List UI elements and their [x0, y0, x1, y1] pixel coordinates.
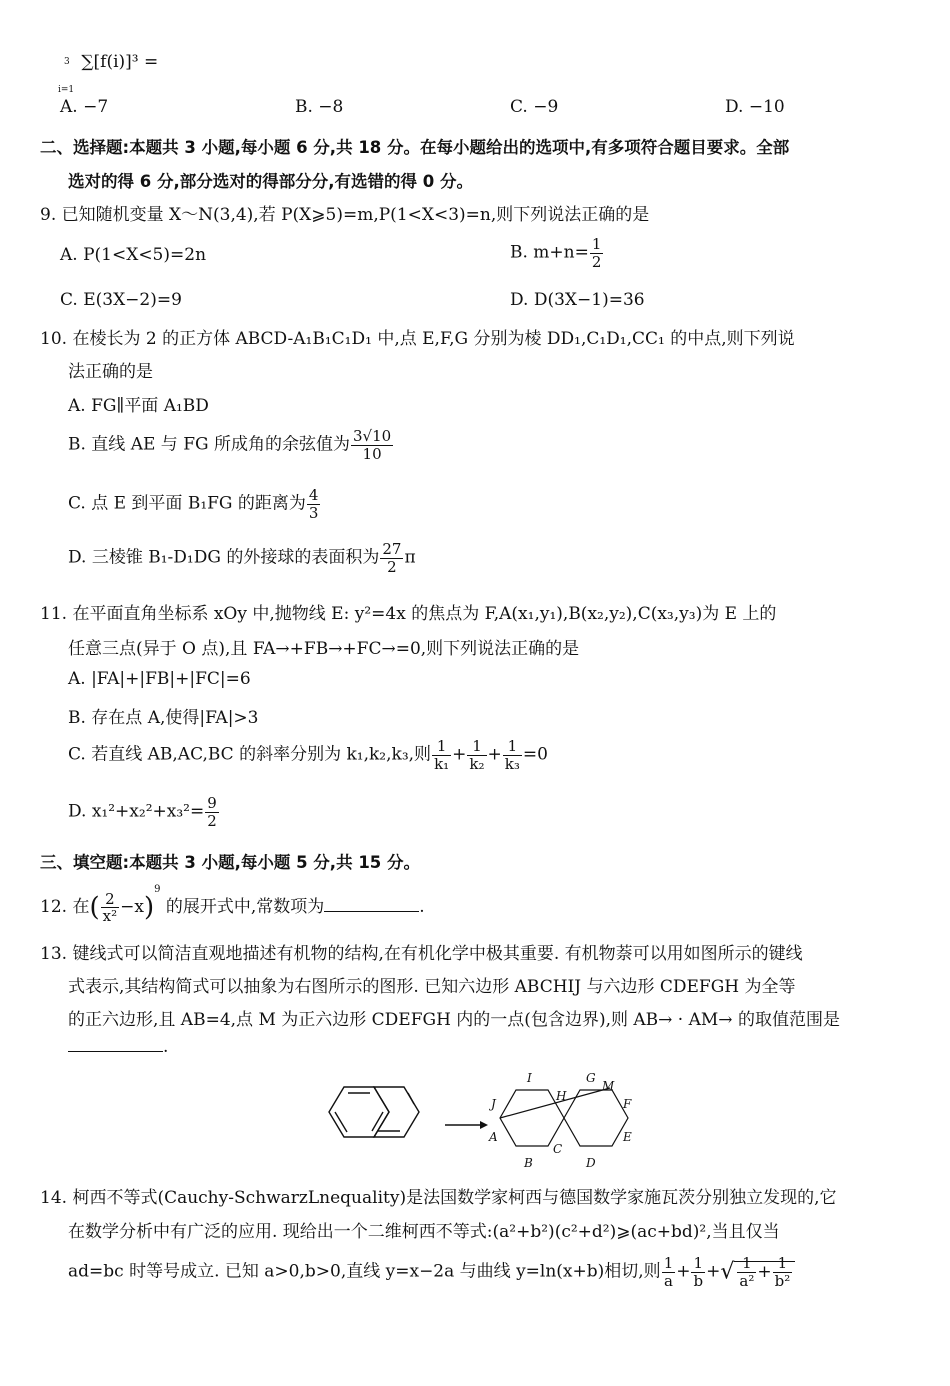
- q13-line2: 式表示,其结构简式可以抽象为右图所示的图形. 已知六边形 ABCHIJ 与六边形 CDEFGH 为全等: [68, 977, 796, 997]
- q9-b-num: 1: [591, 235, 602, 253]
- q8-option-d[interactable]: D. −10: [725, 97, 785, 117]
- q11-c-t3-den: k₃: [504, 754, 520, 773]
- q12-prefix: 12. 在: [40, 897, 90, 917]
- sum-upper: 3: [64, 57, 70, 67]
- section3-title: 三、填空题:本题共 3 小题,每小题 5 分,共 15 分。: [40, 853, 421, 872]
- q14-root-term1: [737, 1255, 756, 1289]
- arrow-icon: [445, 1121, 488, 1129]
- q13-answer-line: [68, 1037, 168, 1057]
- q9-option-c[interactable]: C. E(3X−2)=9: [60, 290, 182, 310]
- q10-option-b[interactable]: [68, 428, 394, 462]
- q10-b-num: 3√10: [352, 427, 392, 445]
- q14-t1-den: a: [663, 1271, 673, 1290]
- q11-c-term1: [432, 738, 451, 772]
- q14-line3: ad=bc 时等号成立. 已知 a>0,b>0,直线 y=x−2a 与曲线 y=ln(x+b)相切,则 $\frac{1}{a}$ + $\frac{1}{b}$ +√ $\frac{1}{\text{a²}}$ + $\frac{1}{\text{b²}}$: [68, 1255, 795, 1289]
- q11-option-a[interactable]: A. |FA|+|FB|+|FC|=6: [68, 669, 251, 689]
- figure-labels: [488, 1071, 632, 1170]
- q10-d-prefix: D. 三棱锥 B₁-D₁DG 的外接球的表面积为: [68, 547, 380, 568]
- q10-c-fraction: [307, 487, 321, 521]
- q9-option-d[interactable]: D. D(3X−1)=36: [510, 290, 645, 310]
- q12-mid: −x: [120, 897, 144, 917]
- q8-option-a[interactable]: A. −7: [60, 97, 109, 117]
- q13-figure: [310, 1068, 640, 1172]
- q14-root-term2: [773, 1255, 793, 1289]
- q10-b-fraction: [351, 428, 393, 462]
- q9-option-a[interactable]: A. P(1<X<5)=2n: [60, 245, 207, 265]
- q10-c-den: 3: [308, 503, 319, 522]
- q13-answer-blank[interactable]: [68, 1037, 163, 1052]
- q12-end: .: [419, 897, 425, 917]
- q11-d-den: 2: [207, 811, 217, 830]
- q11-c-t1-den: k₁: [434, 754, 450, 773]
- q8-sum: [58, 52, 159, 95]
- q11-stem-line2: 任意三点(异于 O 点),且 FA→+FB→+FC→=0,则下列说法正确的是: [68, 639, 580, 659]
- label-j: J: [491, 1097, 496, 1111]
- label-h: H: [556, 1089, 567, 1103]
- q11-c-prefix: C. 若直线 AB,AC,BC 的斜率分别为 k₁,k₂,k₃,则: [68, 744, 432, 765]
- q11-d-prefix: D. x₁²+x₂²+x₃²=: [68, 801, 205, 822]
- q14-root: $\frac{1}{\text{a²}}$ + $\frac{1}{\text{b²}}$: [734, 1261, 795, 1282]
- q10-c-num: 4: [308, 486, 319, 504]
- q9-b-prefix: B. m+n=: [510, 242, 589, 263]
- q12-den: x²: [102, 907, 118, 925]
- q11-c-t1-num: 1: [432, 738, 451, 756]
- q12-num: 2: [101, 891, 119, 909]
- q14-t2-num: 1: [691, 1255, 705, 1273]
- q11-c-suffix: =0: [522, 744, 548, 765]
- q10-d-num: 27: [382, 540, 402, 558]
- label-m: M: [602, 1079, 615, 1093]
- label-b: B: [524, 1156, 533, 1170]
- q8-option-c[interactable]: C. −9: [510, 97, 559, 117]
- sum-expression: ∑[f(i)]³ =: [81, 52, 159, 72]
- q14-root-t1-den: a²: [739, 1271, 755, 1290]
- q11-c-term3: [503, 738, 522, 772]
- q10-d-fraction: [380, 541, 403, 575]
- label-a: A: [489, 1130, 498, 1144]
- q12-answer-blank[interactable]: [324, 897, 419, 912]
- q12-exponent: 9: [154, 884, 161, 895]
- q13-end: .: [163, 1037, 169, 1057]
- q14-t1-num: 1: [663, 1254, 674, 1272]
- q9-b-fraction: [590, 236, 604, 270]
- label-c: C: [553, 1142, 563, 1156]
- q11-option-c[interactable]: C. 若直线 AB,AC,BC 的斜率分别为 k₁,k₂,k₃,则 $\frac{1}{\text{k₁}}$ + $\frac{1}{\text{k₂}}$ + $\frac{1}{\text{k₃}}$ =0: [68, 737, 548, 773]
- label-g: G: [586, 1071, 596, 1085]
- label-f: F: [623, 1097, 632, 1111]
- q9-stem: 9. 已知随机变量 X～N(3,4),若 P(X⩾5)=m,P(1<X<3)=n,则下列说法正确的是: [40, 205, 650, 225]
- section2-line1: 二、选择题:本题共 3 小题,每小题 6 分,共 18 分。在每小题给出的选项中,有多项符合题目要求。全部: [40, 138, 790, 157]
- sum-lower: i=1: [58, 85, 75, 95]
- q12-line: 12. 在( $\frac{2}{\text{x²}}$ −x)$^9$ 的展开式中,常数项为 .: [40, 884, 425, 925]
- q11-c-term2: [467, 738, 486, 772]
- q9-b-den: 2: [591, 252, 602, 271]
- q14-term1: [662, 1255, 676, 1289]
- q14-line3-prefix: ad=bc 时等号成立. 已知 a>0,b>0,直线 y=x−2a 与曲线 y=ln(x+b)相切,则: [68, 1261, 661, 1282]
- q11-c-t2-num: 1: [467, 738, 486, 756]
- q12-fraction: [101, 891, 119, 925]
- label-e: E: [623, 1130, 632, 1144]
- q14-line2: 在数学分析中有广泛的应用. 现给出一个二维柯西不等式:(a²+b²)(c²+d²)⩾(ac+bd)²,当且仅当: [68, 1222, 780, 1242]
- q9-option-b[interactable]: [510, 236, 604, 270]
- q13-line3: 的正六边形,且 AB=4,点 M 为正六边形 CDEFGH 内的一点(包含边界),则 AB→ · AM→ 的取值范围是: [68, 1010, 840, 1030]
- q8-option-b[interactable]: B. −8: [295, 97, 344, 117]
- naphthalene-structure: [329, 1087, 419, 1137]
- q11-stem-line1: 11. 在平面直角坐标系 xOy 中,抛物线 E: y²=4x 的焦点为 F,A(x₁,y₁),B(x₂,y₂),C(x₃,y₃)为 E 上的: [40, 604, 777, 624]
- q13-line1: 13. 键线式可以简洁直观地描述有机物的结构,在有机化学中极其重要. 有机物萘可以用如图所示的键线: [40, 944, 803, 964]
- q10-b-den: 10: [362, 444, 382, 463]
- q10-b-prefix: B. 直线 AE 与 FG 所成角的余弦值为: [68, 434, 350, 455]
- q11-c-t3-num: 1: [503, 738, 522, 756]
- label-i: I: [527, 1071, 532, 1085]
- q10-c-prefix: C. 点 E 到平面 B₁FG 的距离为: [68, 493, 306, 514]
- q10-option-a[interactable]: A. FG∥平面 A₁BD: [68, 396, 209, 416]
- q11-c-t2-den: k₂: [469, 754, 485, 773]
- q14-root-t2-num: 1: [773, 1255, 793, 1273]
- q11-d-num: 9: [207, 794, 217, 812]
- q10-d-suffix: π: [404, 547, 416, 568]
- q10-stem-line2: 法正确的是: [68, 362, 153, 382]
- q10-option-d[interactable]: [68, 541, 416, 575]
- q11-option-d[interactable]: [68, 795, 220, 829]
- q11-option-b[interactable]: B. 存在点 A,使得|FA|>3: [68, 708, 259, 728]
- q11-d-fraction: [205, 795, 219, 829]
- q14-t2-den: b: [693, 1271, 704, 1290]
- q14-root-t1-num: 1: [737, 1255, 756, 1273]
- q10-d-den: 2: [387, 557, 397, 576]
- q14-term2: [691, 1255, 705, 1289]
- section2-line2: 选对的得 6 分,部分选对的得部分分,有选错的得 0 分。: [68, 172, 473, 191]
- label-d: D: [586, 1156, 596, 1170]
- q14-line1: 14. 柯西不等式(Cauchy-SchwarzLnequality)是法国数学家柯西与德国数学家施瓦茨分别独立发现的,它: [40, 1188, 837, 1208]
- q14-root-t2-den: b²: [774, 1271, 791, 1290]
- q10-option-c[interactable]: [68, 487, 321, 521]
- q12-suffix: 的展开式中,常数项为: [165, 897, 325, 917]
- q10-stem-line1: 10. 在棱长为 2 的正方体 ABCD-A₁B₁C₁D₁ 中,点 E,F,G 分别为棱 DD₁,C₁D₁,CC₁ 的中点,则下列说: [40, 329, 795, 349]
